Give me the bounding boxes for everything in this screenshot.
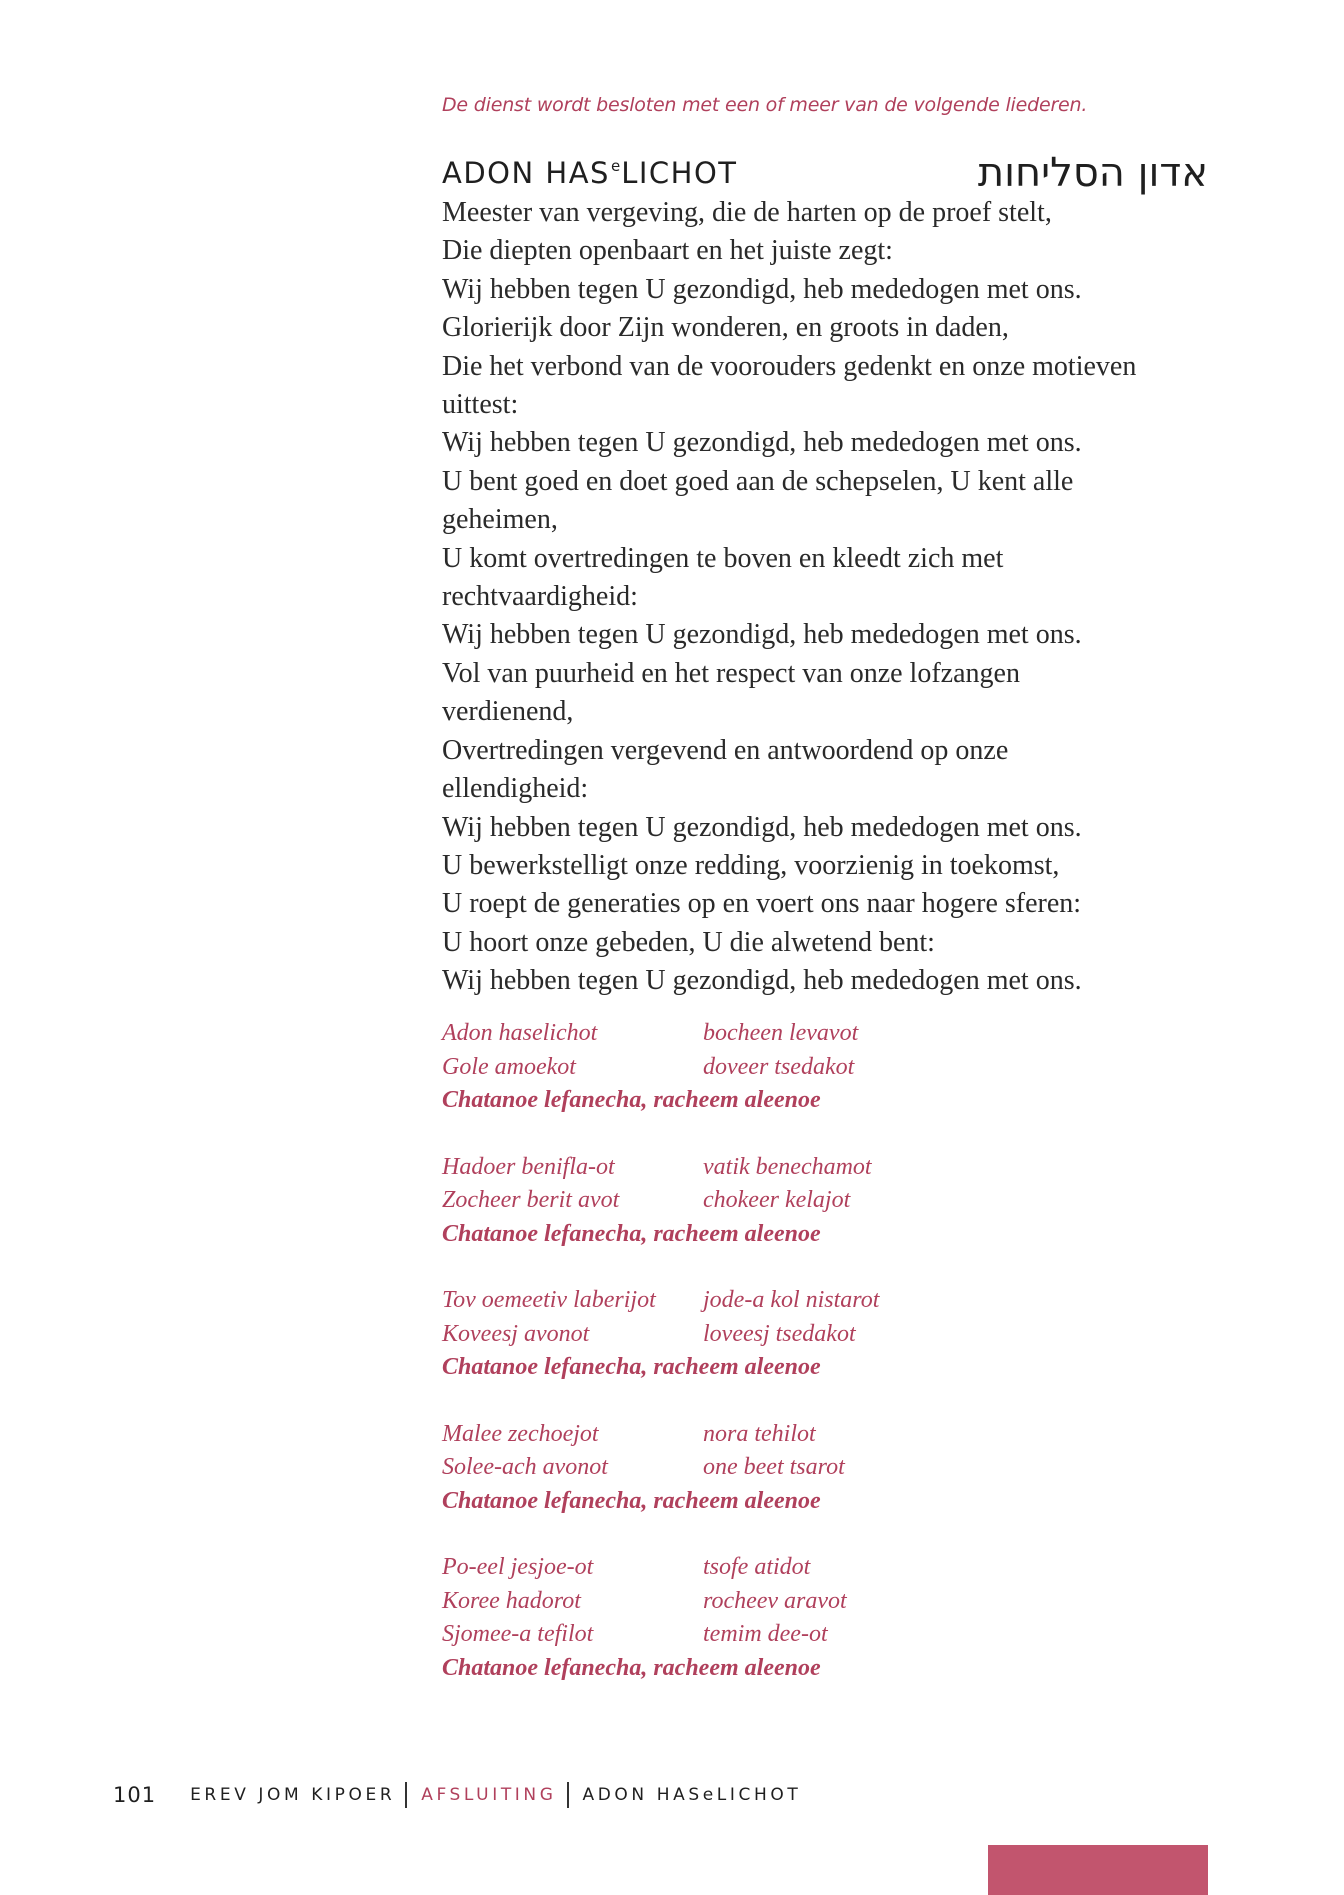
transliteration-left: Koree hadorot bbox=[442, 1587, 581, 1614]
verse-line: Meester van vergeving, die de harten op de proef stelt, bbox=[442, 197, 1052, 228]
verse-line: U komt overtredingen te boven en kleedt zich met bbox=[442, 542, 1004, 574]
verse-line: Wij hebben tegen U gezondigd, heb mededogen met ons. bbox=[442, 811, 1082, 843]
song-title bbox=[442, 156, 738, 190]
song-title-part: LICHOT bbox=[621, 156, 738, 190]
refrain: Chatanoe lefanecha, racheem aleenoe bbox=[442, 1220, 821, 1247]
verse-line: Die diepten openbaart en het juiste zegt: bbox=[442, 235, 893, 267]
transliteration-left: Zocheer berit avot bbox=[442, 1187, 620, 1213]
verse-line: Wij hebben tegen U gezondigd, heb mededogen met ons. bbox=[442, 273, 1082, 305]
transliteration-row bbox=[442, 1585, 962, 1619]
transliteration-left: Tov oemeetiv laberijot bbox=[442, 1287, 656, 1313]
footer-separator bbox=[405, 1782, 407, 1808]
refrain: Chatanoe lefanecha, racheem aleenoe bbox=[442, 1087, 821, 1113]
verse-block bbox=[442, 194, 1212, 1001]
transliteration-left: Sjomee-a tefilot bbox=[442, 1621, 594, 1647]
transliteration-stanza bbox=[442, 1284, 962, 1385]
refrain: Chatanoe lefanecha, racheem aleenoe bbox=[442, 1487, 821, 1514]
verse-line: uittest: bbox=[442, 389, 519, 421]
transliteration-right: one beet tsarot bbox=[703, 1454, 845, 1480]
intro-rubric: De dienst wordt besloten met een of meer van de volgende liederen. bbox=[442, 94, 1088, 116]
transliteration-right: rocheev aravot bbox=[703, 1587, 847, 1614]
verse-line: Glorierijk door Zijn wonderen, en groots in daden, bbox=[442, 312, 1009, 344]
transliteration-row bbox=[442, 1451, 962, 1485]
verse-line: Wij hebben tegen U gezondigd, heb mededogen met ons. bbox=[442, 965, 1082, 997]
transliteration-right: tsofe atidot bbox=[703, 1554, 811, 1580]
transliteration-row bbox=[442, 1551, 962, 1585]
transliteration-stanza bbox=[442, 1551, 962, 1685]
transliteration-row bbox=[442, 1318, 962, 1352]
refrain: Chatanoe lefanecha, racheem aleenoe bbox=[442, 1354, 821, 1380]
transliteration-left: Po-eel jesjoe-ot bbox=[442, 1554, 594, 1580]
transliteration-right: jode-a kol nistarot bbox=[703, 1287, 880, 1313]
refrain: Chatanoe lefanecha, racheem aleenoe bbox=[442, 1654, 821, 1681]
verse-line: Die het verbond van de voorouders gedenkt en onze motieven bbox=[442, 350, 1137, 382]
transliteration-right: nora tehilot bbox=[703, 1420, 816, 1447]
transliteration-right: doveer tsedakot bbox=[703, 1053, 855, 1080]
song-title-part: ADON HAS bbox=[442, 156, 610, 190]
page-number: 101 bbox=[113, 1783, 157, 1807]
transliteration-left: Solee-ach avonot bbox=[442, 1454, 608, 1480]
transliteration-row bbox=[442, 1151, 962, 1185]
transliteration-stanza bbox=[442, 1017, 962, 1118]
transliteration-left: Malee zechoejot bbox=[442, 1420, 599, 1447]
transliteration-left: Adon haselichot bbox=[442, 1020, 598, 1046]
transliteration-right: temim dee-ot bbox=[703, 1621, 828, 1647]
transliteration-row bbox=[442, 1184, 962, 1218]
transliteration-left: Hadoer benifla-ot bbox=[442, 1153, 615, 1180]
transliteration-right: chokeer kelajot bbox=[703, 1187, 851, 1213]
hebrew-title: אדון הסליחות bbox=[977, 150, 1208, 196]
running-footer bbox=[113, 1780, 801, 1810]
verse-line: verdienend, bbox=[442, 696, 574, 728]
transliteration-block bbox=[442, 1017, 962, 1718]
transliteration-row bbox=[442, 1051, 962, 1085]
transliteration-right: vatik benechamot bbox=[703, 1153, 872, 1180]
transliteration-row bbox=[442, 1284, 962, 1318]
verse-line: U bent goed en doet goed aan de schepselen, U kent alle bbox=[442, 465, 1074, 497]
transliteration-row bbox=[442, 1418, 962, 1452]
transliteration-stanza bbox=[442, 1151, 962, 1252]
transliteration-left: Gole amoekot bbox=[442, 1053, 576, 1080]
footer-title: ADON HASeLICHOT bbox=[582, 1785, 802, 1805]
footer-section: EREV JOM KIPOER bbox=[190, 1785, 396, 1805]
verse-line: Wij hebben tegen U gezondigd, heb mededogen met ons. bbox=[442, 619, 1082, 651]
transliteration-row bbox=[442, 1618, 962, 1652]
transliteration-left: Koveesj avonot bbox=[442, 1320, 590, 1347]
transliteration-right: bocheen levavot bbox=[703, 1020, 859, 1046]
verse-line: Wij hebben tegen U gezondigd, heb mededogen met ons. bbox=[442, 427, 1082, 459]
song-title-superscript: e bbox=[610, 157, 621, 175]
verse-line: geheimen, bbox=[442, 504, 558, 536]
footer-separator bbox=[567, 1782, 569, 1808]
verse-line: U roept de generaties op en voert ons naar hogere sferen: bbox=[442, 888, 1082, 920]
verse-line: Vol van puurheid en het respect van onze lofzangen bbox=[442, 657, 1020, 689]
chapter-tab bbox=[988, 1845, 1208, 1895]
verse-line: Overtredingen vergevend en antwoordend op onze bbox=[442, 734, 1009, 766]
transliteration-right: loveesj tsedakot bbox=[703, 1320, 856, 1347]
title-row bbox=[442, 152, 1212, 194]
transliteration-stanza bbox=[442, 1418, 962, 1519]
transliteration-row bbox=[442, 1017, 962, 1051]
verse-line: U bewerkstelligt onze redding, voorzienig in toekomst, bbox=[442, 849, 1060, 881]
footer-subsection: AFSLUITING bbox=[421, 1785, 557, 1805]
verse-line: U hoort onze gebeden, U die alwetend bent: bbox=[442, 926, 935, 958]
verse-line: rechtvaardigheid: bbox=[442, 581, 638, 613]
verse-line: ellendigheid: bbox=[442, 773, 589, 805]
